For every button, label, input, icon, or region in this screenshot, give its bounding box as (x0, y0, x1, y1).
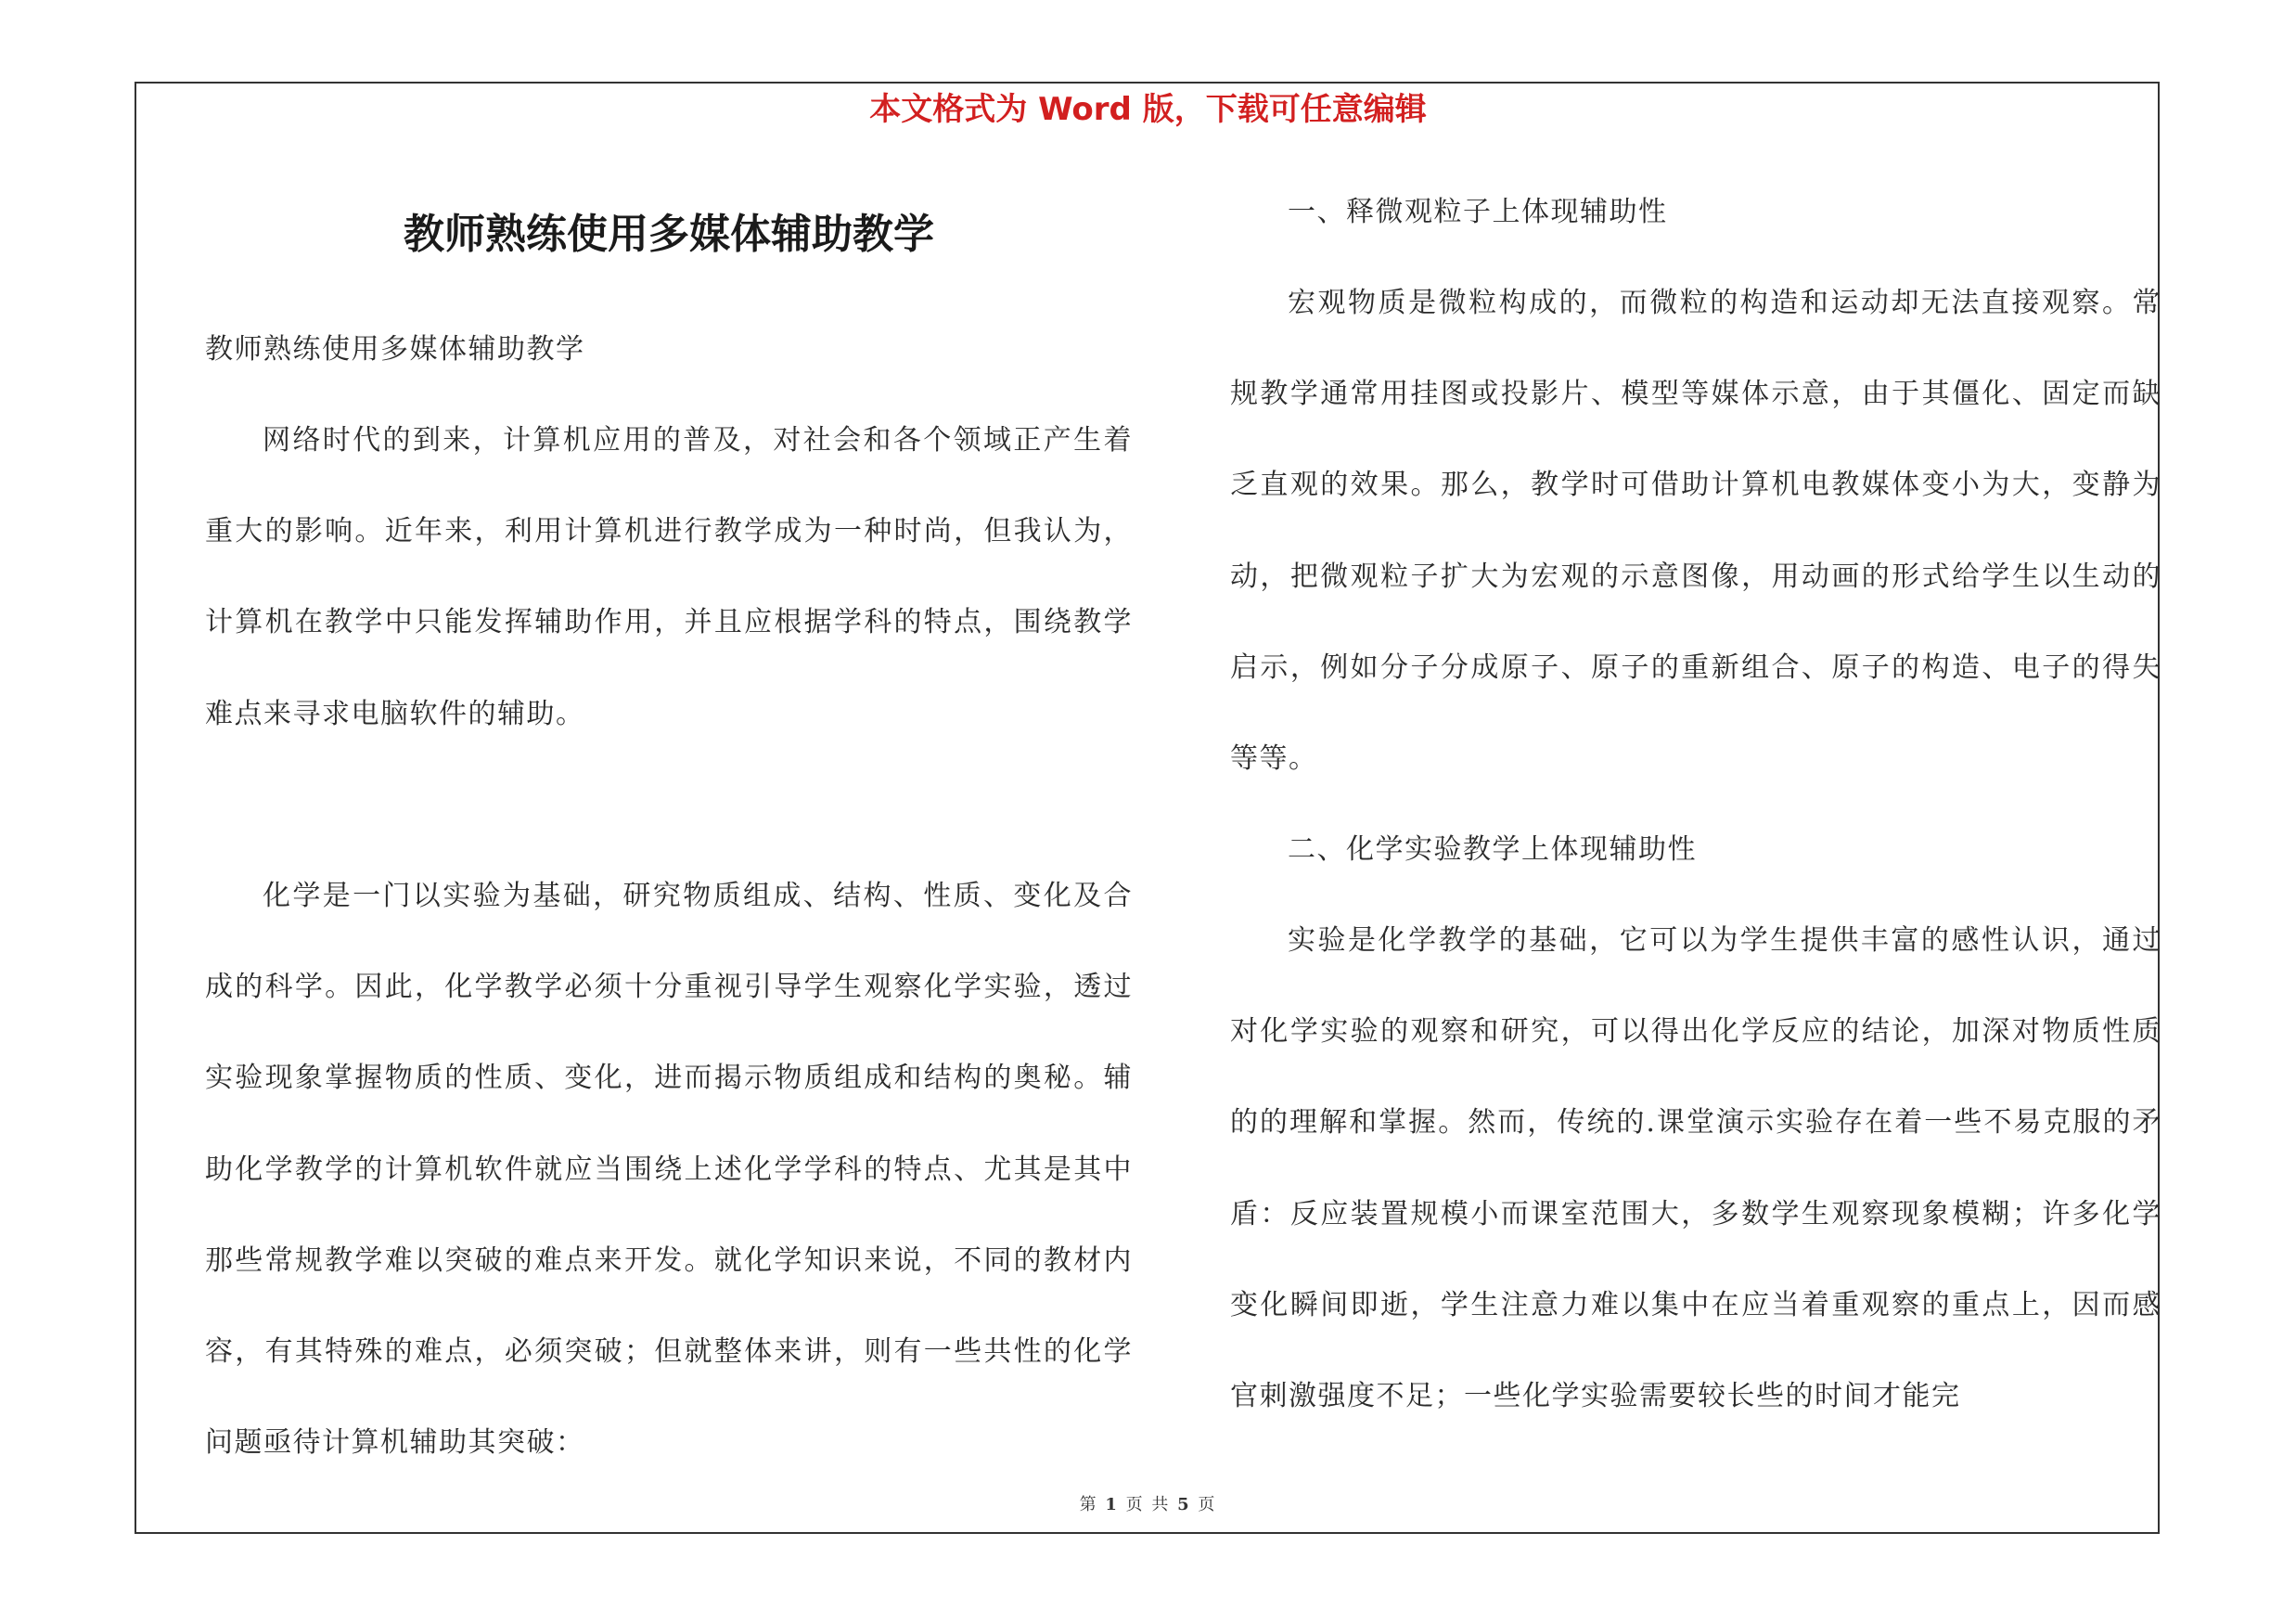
page-footer (0, 1492, 2296, 1518)
format-banner: 本文格式为 Word 版，下载可任意编辑 (869, 91, 1427, 128)
left-paragraph-2: 化学是一门以实验为基础，研究物质组成、结构、性质、变化及合成的科学。因此，化学教学必须十分重视引导学生观察化学实验，透过实验现象掌握物质的性质、变化，进而揭示物质组成和结构的奥秘。辅助化学教学的计算机软件就应当围绕上述化学学科的特点、尤其是其中那些常规教学难以突破的难点来开发。就化学知识来说，不同的教材内容，有其特殊的难点，必须突破；但就整体来讲，则有一些共性的化学问题亟待计算机辅助其突破： (205, 880, 1133, 1460)
right-heading-1: 一、释微观粒子上体现辅助性 (1288, 196, 1668, 228)
right-heading-2: 二、化学实验教学上体现辅助性 (1288, 833, 1697, 866)
left-subtitle: 教师熟练使用多媒体辅助教学 (205, 333, 585, 366)
footer-page-number: 1 (1105, 1495, 1119, 1514)
footer-middle: 页 共 (1125, 1495, 1171, 1514)
document-title: 教师熟练使用多媒体辅助教学 (404, 211, 934, 258)
right-paragraph-1: 宏观物质是微粒构成的，而微粒的构造和运动却无法直接观察。常规教学通常用挂图或投影片、模型等媒体示意，由于其僵化、固定而缺乏直观的效果。那么，教学时可借助计算机电教媒体变小为大，变静为动，把微观粒子扩大为宏观的示意图像，用动画的形式给学生以生动的启示，例如分子分成原子、原子的重新组合、原子的构造、电子的得失等等。 (1230, 287, 2161, 776)
right-paragraph-2: 实验是化学教学的基础，它可以为学生提供丰富的感性认识，通过对化学实验的观察和研究，可以得出化学反应的结论，加深对物质性质的的理解和掌握。然而，传统的.课堂演示实验存在着一些不易克服的矛盾：反应装置规模小而课室范围大，多数学生观察现象模糊；许多化学变化瞬间即逝，学生注意力难以集中在应当着重观察的重点上，因而感官刺激强度不足；一些化学实验需要较长些的时间才能完 (1230, 924, 2161, 1413)
footer-total-pages: 5 (1177, 1495, 1191, 1514)
footer-suffix: 页 (1198, 1495, 1217, 1514)
left-paragraph-1: 网络时代的到来，计算机应用的普及，对社会和各个领域正产生着重大的影响。近年来，利用计算机进行教学成为一种时尚，但我认为，计算机在教学中只能发挥辅助作用，并且应根据学科的特点，围绕教学难点来寻求电脑软件的辅助。 (205, 424, 1133, 730)
footer-prefix: 第 (1079, 1495, 1098, 1514)
